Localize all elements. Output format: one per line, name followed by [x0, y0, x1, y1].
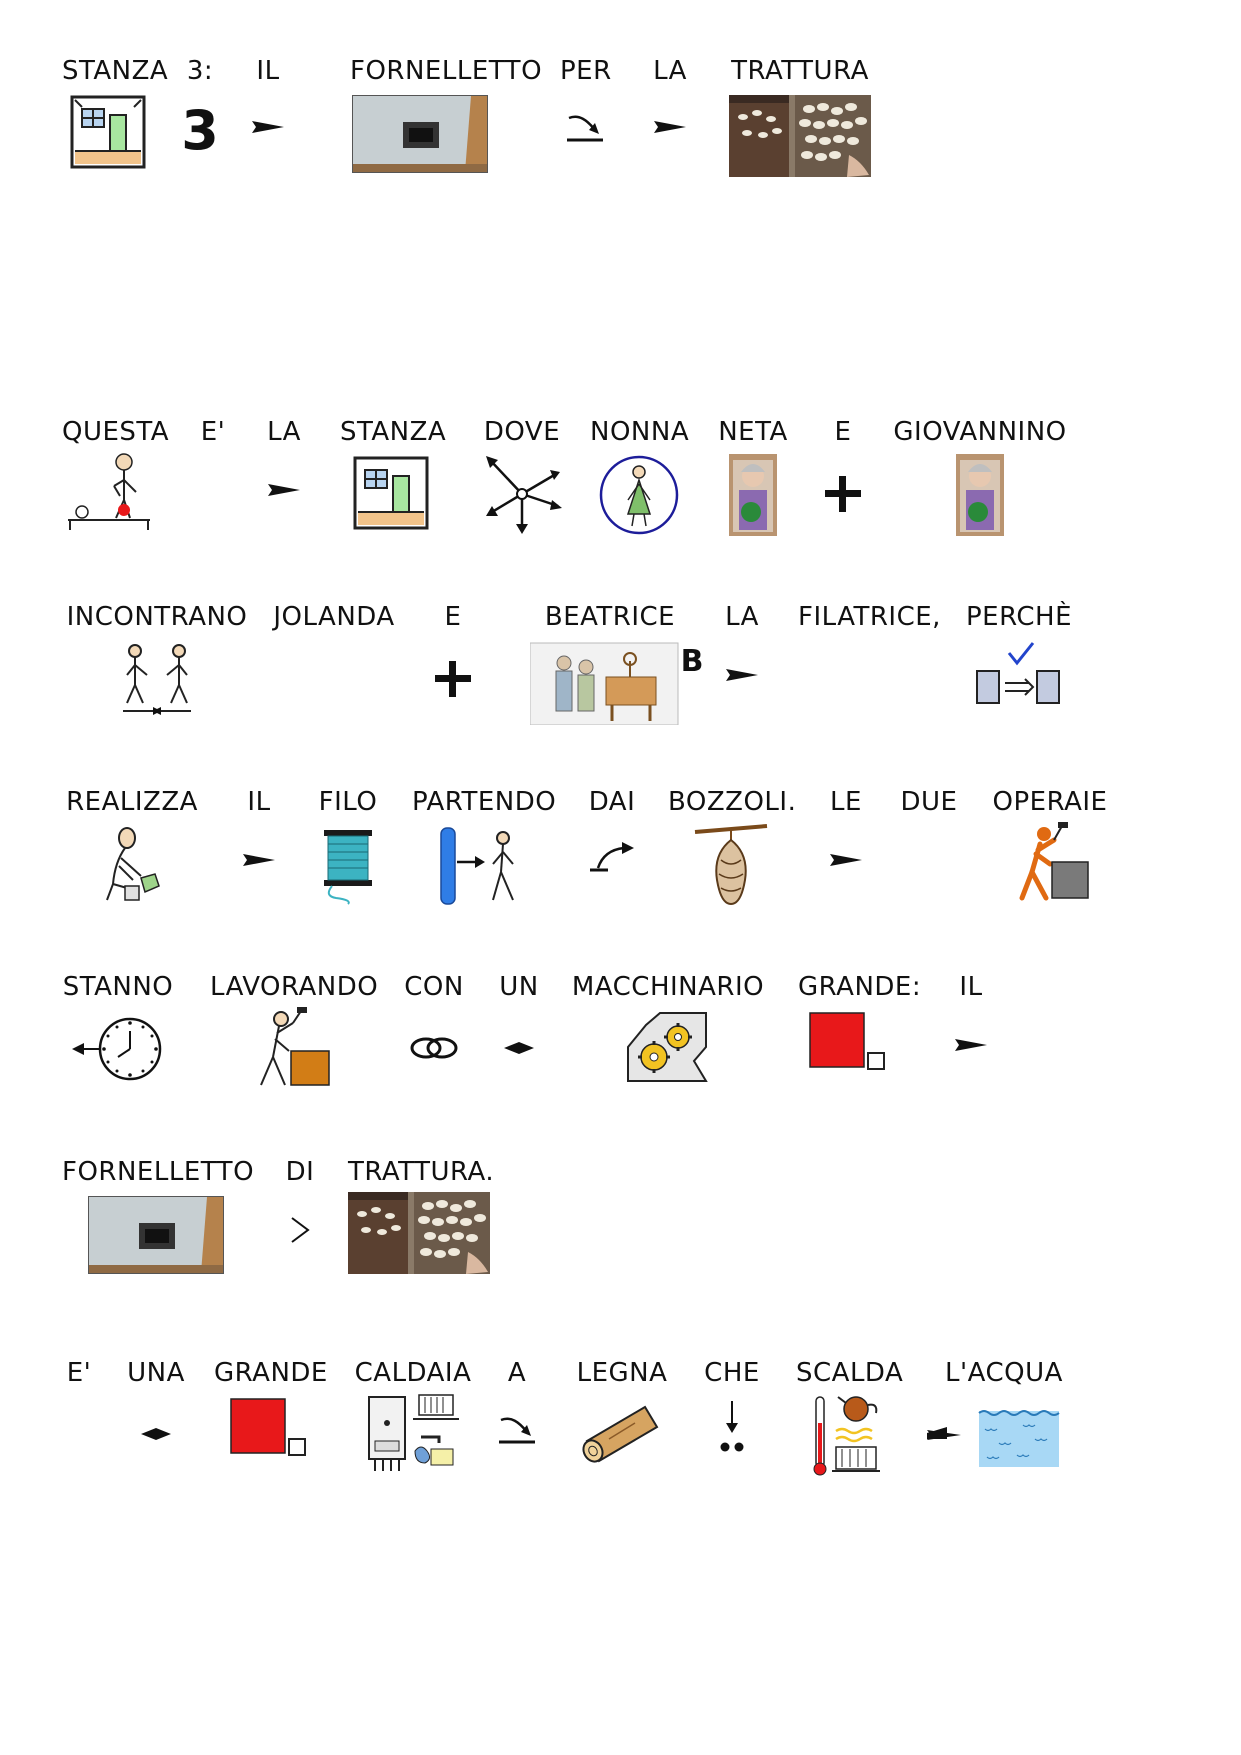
word-label: STANZA — [62, 56, 169, 86]
word-cell — [510, 601, 710, 679]
sentence-row-2 — [0, 416, 1241, 566]
word-cell — [570, 971, 766, 1003]
word-cell — [668, 786, 797, 818]
word-label: GRANDE: — [798, 972, 922, 1002]
water-icon — [927, 1407, 1061, 1471]
word-label: QUESTA — [62, 417, 170, 447]
word-label: CHE — [704, 1358, 760, 1388]
word-cell — [990, 786, 1110, 818]
article-arrow-icon — [252, 118, 284, 136]
word-cell — [214, 1357, 328, 1389]
word-cell — [704, 1357, 760, 1389]
word-label: LA — [725, 602, 759, 632]
word-label: JOLANDA — [273, 602, 395, 632]
word-label: GIOVANNINO — [893, 417, 1067, 447]
word-cell — [438, 601, 468, 633]
word-label: PERCHÈ — [966, 602, 1073, 632]
word-label: LAVORANDO — [210, 972, 379, 1002]
word-cell — [586, 786, 638, 818]
word-label: LEGNA — [576, 1358, 668, 1388]
word-cell — [62, 1357, 96, 1389]
word-label: FORNELLETTO — [62, 1157, 255, 1187]
article-arrow-icon — [654, 118, 686, 136]
heating-icon — [812, 1393, 884, 1477]
word-cell — [590, 416, 688, 448]
word-cell — [648, 55, 692, 87]
article-arrow-icon — [243, 851, 275, 869]
word-label: LA — [267, 417, 301, 447]
word-cell — [124, 1357, 188, 1389]
word-cell — [350, 55, 543, 87]
machine-gears-icon — [626, 1011, 710, 1083]
article-arrow-icon — [268, 481, 300, 499]
word-cell — [316, 786, 380, 818]
neta-photo-icon — [729, 454, 777, 536]
furnace-photo-icon — [352, 95, 488, 173]
word-label: L'ACQUA — [945, 1358, 1063, 1388]
indefinite-article-icon — [141, 1427, 171, 1441]
word-cell — [966, 601, 1073, 633]
word-cell — [352, 1357, 474, 1389]
word-cell — [896, 786, 962, 818]
boiler-icon — [365, 1393, 461, 1473]
word-label: UNA — [127, 1358, 185, 1388]
word-label: INCONTRANO — [66, 602, 248, 632]
word-cell — [242, 786, 276, 818]
word-label: DAI — [588, 787, 636, 817]
word-cell — [62, 416, 170, 448]
plus-icon — [433, 659, 473, 699]
from-arrow-icon — [588, 840, 636, 874]
word-cell — [574, 1357, 670, 1389]
which-pointer-icon — [717, 1399, 747, 1455]
word-cell — [720, 601, 764, 633]
sentence-row-3 — [0, 601, 1241, 751]
giovannino-photo-icon — [956, 454, 1004, 536]
word-cell — [62, 55, 169, 87]
word-cell — [892, 416, 1068, 448]
word-cell — [282, 1156, 318, 1188]
article-arrow-icon — [830, 851, 862, 869]
word-cell — [502, 1357, 532, 1389]
word-cell — [210, 971, 379, 1003]
cocoon-icon — [691, 824, 771, 906]
word-label: MACCHINARIO — [571, 972, 765, 1002]
preposition-arrow-icon — [565, 110, 605, 144]
word-label: E — [444, 602, 462, 632]
word-label: GRANDE — [214, 1358, 328, 1388]
room-icon — [353, 456, 429, 530]
word-label: LA — [653, 56, 687, 86]
word-cell — [262, 416, 306, 448]
clock-icon — [70, 1013, 166, 1083]
word-label: FILO — [318, 787, 378, 817]
big-square-icon — [229, 1397, 309, 1461]
word-label: IL — [256, 56, 280, 86]
word-label: LE — [830, 787, 862, 817]
word-label: E — [834, 417, 852, 447]
number-three-icon — [181, 101, 219, 161]
word-cell — [272, 601, 396, 633]
make-person-icon — [97, 826, 167, 906]
word-cell — [62, 1156, 255, 1188]
word-label: DOVE — [483, 417, 561, 447]
word-label: PER — [560, 56, 612, 86]
thread-spool-icon — [318, 824, 378, 906]
word-label: TRATTURA. — [348, 1157, 495, 1187]
article-arrow-icon — [726, 666, 758, 684]
word-cell — [348, 1156, 495, 1188]
word-cell — [62, 601, 252, 633]
word-label: 3: — [186, 56, 214, 86]
word-cell — [560, 55, 610, 87]
indefinite-article-icon — [504, 1041, 534, 1055]
word-cell — [796, 1357, 904, 1389]
word-cell — [944, 1357, 1064, 1389]
cocoons-photo-icon — [348, 1192, 490, 1274]
because-icon — [975, 641, 1061, 707]
word-cell — [496, 971, 542, 1003]
word-cell — [714, 416, 792, 448]
word-label: OPERAIE — [992, 787, 1108, 817]
sentence-row-4 — [0, 786, 1241, 936]
word-label: BEATRICE — [544, 602, 676, 632]
departing-icon — [437, 826, 529, 906]
word-label: A — [507, 1358, 527, 1388]
sentence-row-5 — [0, 971, 1241, 1121]
word-cell — [798, 971, 922, 1003]
where-arrows-icon — [482, 454, 562, 534]
word-cell — [246, 55, 290, 87]
sentence-row-1 — [0, 55, 1241, 205]
word-cell — [826, 786, 866, 818]
word-label: E' — [200, 417, 226, 447]
word-label: E' — [66, 1358, 92, 1388]
wood-log-icon — [581, 1401, 663, 1465]
word-label: REALIZZA — [66, 787, 198, 817]
word-label: CON — [404, 972, 464, 1002]
word-cell — [798, 601, 940, 633]
preposition-arrow-icon — [497, 1412, 537, 1446]
word-label: IL — [959, 972, 983, 1002]
beatrice-drawing-icon — [530, 641, 710, 725]
sentence-row-7 — [0, 1357, 1241, 1507]
cocoons-photo-icon — [729, 95, 871, 177]
word-cell — [404, 971, 464, 1003]
word-label: CALDAIA — [354, 1358, 472, 1388]
article-arrow-icon — [955, 1036, 987, 1054]
beatrice-letter: B — [680, 644, 704, 679]
grandmother-icon — [598, 454, 680, 536]
word-label: SCALDA — [796, 1358, 904, 1388]
plus-icon — [823, 474, 863, 514]
word-cell — [728, 55, 872, 87]
word-label: TRATTURA — [731, 56, 869, 86]
sentence-row-6 — [0, 1156, 1241, 1306]
furnace-photo-icon — [88, 1196, 224, 1274]
big-square-icon — [808, 1011, 888, 1075]
number-three: 3 — [181, 99, 219, 162]
word-label: UN — [499, 972, 539, 1002]
working-person-icon — [251, 1007, 331, 1091]
word-label: DI — [285, 1157, 315, 1187]
pointing-person-icon — [66, 452, 152, 532]
word-label: PARTENDO — [412, 787, 557, 817]
room-icon — [70, 95, 146, 169]
word-cell — [62, 971, 174, 1003]
word-cell — [340, 416, 447, 448]
word-cell — [62, 786, 202, 818]
worker-icon — [1010, 822, 1090, 906]
word-label: NONNA — [590, 417, 690, 447]
word-label: FILATRICE, — [798, 602, 941, 632]
word-label: STANNO — [62, 972, 174, 1002]
word-cell — [828, 416, 858, 448]
word-label: DUE — [900, 787, 958, 817]
word-label: BOZZOLI. — [668, 787, 797, 817]
word-cell — [196, 416, 230, 448]
word-cell — [412, 786, 557, 818]
word-label: IL — [247, 787, 271, 817]
word-cell — [954, 971, 988, 1003]
word-label: STANZA — [340, 417, 447, 447]
of-chevron-icon — [288, 1214, 312, 1246]
word-label: FORNELLETTO — [350, 56, 543, 86]
with-rings-icon — [408, 1035, 460, 1061]
meet-people-icon — [117, 641, 197, 719]
word-cell — [178, 55, 222, 162]
word-cell — [480, 416, 564, 448]
word-label: NETA — [718, 417, 788, 447]
